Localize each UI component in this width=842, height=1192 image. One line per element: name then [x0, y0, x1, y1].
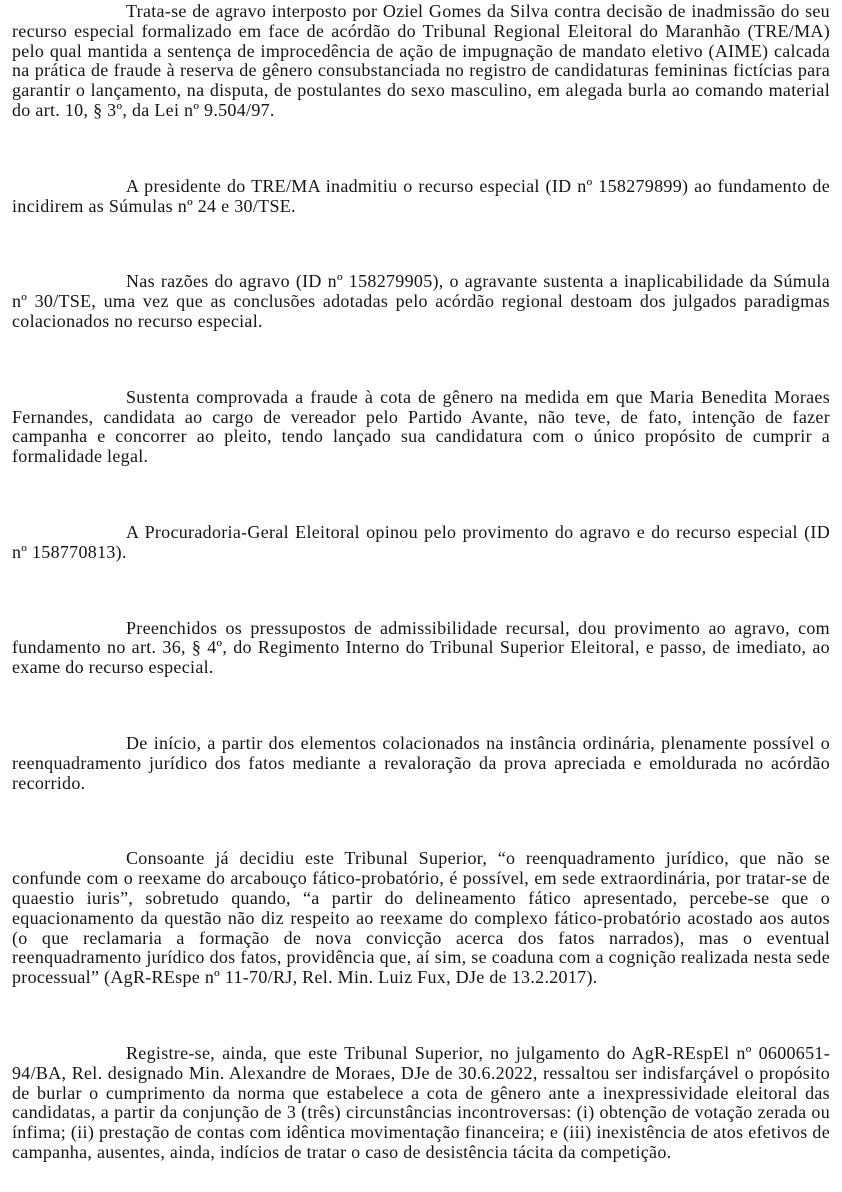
- paragraph-fraude-cota-genero: Sustenta comprovada a fraude à cota de gênero na medida em que Maria Benedita Moraes Fernandes, candidata ao cargo de vereador pelo Partido Avante, não teve, de fato, intenção de fazer campanha e concorrer ao pleito, tendo lançado sua candidatura com o único propósito de cumprir a formalidade legal.: [12, 386, 830, 467]
- paragraph-parecer-pge: A Procuradoria-Geral Eleitoral opinou pelo provimento do agravo e do recurso especial (ID nº 158770813).: [12, 521, 830, 562]
- paragraph-provimento-agravo: Preenchidos os pressupostos de admissibilidade recursal, dou provimento ao agravo, com fundamento no art. 36, § 4º, do Regimento Interno do Tribunal Superior Eleitoral, e passo, de imediato, ao exame do recurso especial.: [12, 617, 830, 678]
- paragraph-agravo-intro: Trata-se de agravo interposto por Oziel Gomes da Silva contra decisão de inadmissão do seu recurso especial formalizado em face de acórdão do Tribunal Regional Eleitoral do Maranhão (TRE/MA) pelo qual mantida a sentença de improcedência de ação de impugnação de mandato eletivo (AIME) calcada na prática de fraude à reserva de gênero consubstanciada no registro de candidaturas femininas fictícias para garantir o lançamento, na disputa, de postulantes do sexo masculino, em alegada burla ao comando material do art. 10, § 3º, da Lei nº 9.504/97.: [12, 1, 830, 120]
- paragraph-inadmissao-recurso: A presidente do TRE/MA inadmitiu o recurso especial (ID nº 158279899) ao fundamento de incidirem as Súmulas nº 24 e 30/TSE.: [12, 175, 830, 216]
- paragraph-precedente-luiz-fux: Consoante já decidiu este Tribunal Superior, “o reenquadramento jurídico, que não se confunde com o reexame do arcabouço fático-probatório, é possível, em sede extraordinária, por tratar-se de quaestio iuris”, sobretudo quando, “a partir do delineamento fático apresentado, percebe-se que o equacionamento da questão não diz respeito ao reexame do complexo fático-probatório acostado aos autos (o que reclamaria a formação de nova convicção acerca dos fatos narrados), mas o eventual reenquadramento jurídico dos fatos, providência que, aí sim, se coaduna com a cognição realizada nesta sede processual” (AgR-REspe nº 11-70/RJ, Rel. Min. Luiz Fux, DJe de 13.2.2017).: [12, 848, 830, 988]
- paragraph-precedente-alexandre-moraes: Registre-se, ainda, que este Tribunal Superior, no julgamento do AgR-REspEl nº 0600651-94/BA, Rel. designado Min. Alexandre de Moraes, DJe de 30.6.2022, ressaltou ser indisfarçável o propósito de burlar o cumprimento da norma que estabelece a cota de gênero ante a inexpressividade eleitoral das candidatas, a partir da conjunção de 3 (três) circunstâncias incontroversas: (i) obtenção de votação zerada ou ínfima; (ii) prestação de contas com idêntica movimentação financeira; e (iii) inexistência de atos efetivos de campanha, ausentes, ainda, indícios de tratar o caso de desistência tácita da competição.: [12, 1042, 830, 1162]
- paragraph-reenquadramento-juridico: De início, a partir dos elementos colacionados na instância ordinária, plenamente possível o reenquadramento jurídico dos fatos mediante a revaloração da prova apreciada e emoldurada no acórdão recorrido.: [12, 732, 830, 793]
- paragraph-razoes-agravo: Nas razões do agravo (ID nº 158279905), o agravante sustenta a inaplicabilidade da Súmula nº 30/TSE, uma vez que as conclusões adotadas pelo acórdão regional destoam dos julgados paradigmas colacionados no recurso especial.: [12, 271, 830, 331]
